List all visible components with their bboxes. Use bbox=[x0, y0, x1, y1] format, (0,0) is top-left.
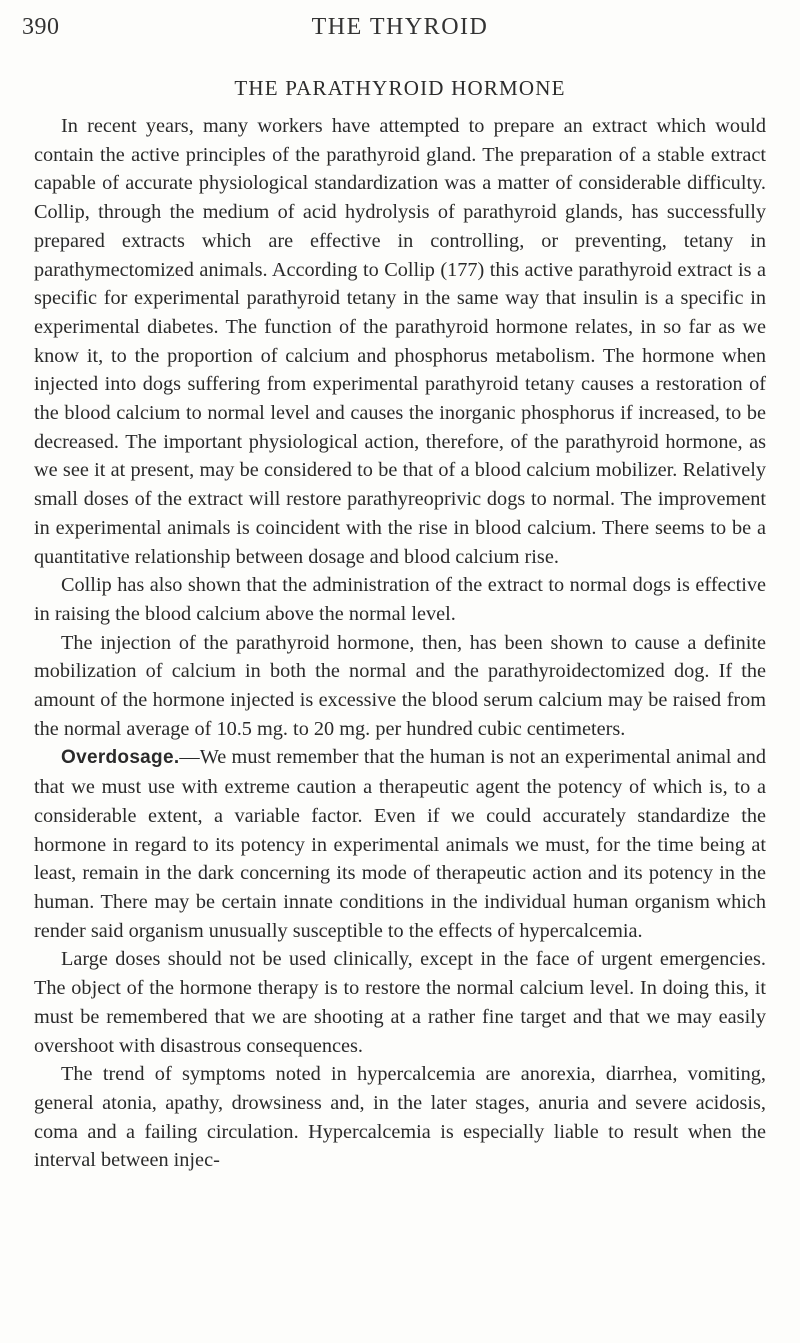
paragraph-text: —We must remember that the human is not an experimental animal and that we must use with extreme caution a therapeutic agent the potency of which is, to a considerable extent, a variable factor. Even if we could accurately standardize the hormone in regard to its potency in experimental animals we must, for the time being at least, remain in the dark concerning its mode of therapeutic action and its potency in the human. There may be certain innate conditions in the individual human organism which render said organism unusually susceptible to the effects of hypercalcemia. bbox=[34, 746, 766, 942]
running-title: THE THYROID bbox=[311, 14, 489, 40]
paragraph-text: Collip has also shown that the administration of the extract to normal dogs is effective in raising the blood calcium above the normal level. bbox=[34, 574, 766, 625]
paragraph-intro bbox=[34, 112, 766, 571]
body-text bbox=[34, 112, 766, 1175]
paragraph-text: The injection of the parathyroid hormone, then, has been shown to cause a definite mobilization of calcium in both the normal and the parathyroidectomized dog. If the amount of the hormone injected is excessive the blood serum calcium may be raised from the normal average of 10.5 mg. to 20 mg. per hundred cubic centimeters. bbox=[34, 631, 766, 740]
paragraph-collip-normal-dogs bbox=[34, 571, 766, 628]
paragraph-symptoms bbox=[34, 1060, 766, 1175]
run-in-heading: Overdosage. bbox=[61, 747, 180, 769]
page-number: 390 bbox=[22, 14, 60, 40]
paragraph-text: Large doses should not be used clinically, except in the face of urgent emergencies. The object of the hormone therapy is to restore the normal calcium level. In doing this, it must be remembered that we are shooting at a rather fine target and that we may easily overshoot with disastrous consequences. bbox=[34, 948, 766, 1057]
paragraph-text: The trend of symptoms noted in hypercalcemia are anorexia, diarrhea, vomiting, general atonia, apathy, drowsiness and, in the later stages, anuria and severe acidosis, coma and a failing circulation. Hypercalcemia is especially liable to result when the interval between injec- bbox=[34, 1063, 766, 1172]
paragraph-overdosage bbox=[34, 743, 766, 945]
section-heading: THE PARATHYROID HORMONE bbox=[234, 76, 566, 100]
paragraph-large-doses bbox=[34, 945, 766, 1060]
paragraph-text: In recent years, many workers have attempted to prepare an extract which would contain the active principles of the parathyroid gland. The preparation of a stable extract capable of accurate physiological standardization was a matter of considerable difficulty. Collip, through the medium of acid hydrolysis of parathyroid glands, has successfully prepared extracts which are effective in controlling, or preventing, tetany in parathymectomized animals. According to Collip (177) this active parathyroid extract is a specific for experimental parathyroid tetany in the same way that insulin is a specific in experimental diabetes. The function of the parathyroid hormone relates, in so far as we know it, to the proportion of calcium and phosphorus metabolism. The hormone when injected into dogs suffering from experimental parathyroid tetany causes a restoration of the blood calcium to normal level and causes the inorganic phosphorus if increased, to be decreased. The important physiological action, therefore, of the parathyroid hormone, as we see it at present, may be considered to be that of a blood calcium mobilizer. Relatively small doses of the extract will restore parathyreoprivic dogs to normal. The improvement in experimental animals is coincident with the rise in blood calcium. There seems to be a quantitative relationship between dosage and blood calcium rise. bbox=[34, 115, 766, 568]
running-head bbox=[22, 14, 778, 44]
paragraph-injection bbox=[34, 629, 766, 744]
